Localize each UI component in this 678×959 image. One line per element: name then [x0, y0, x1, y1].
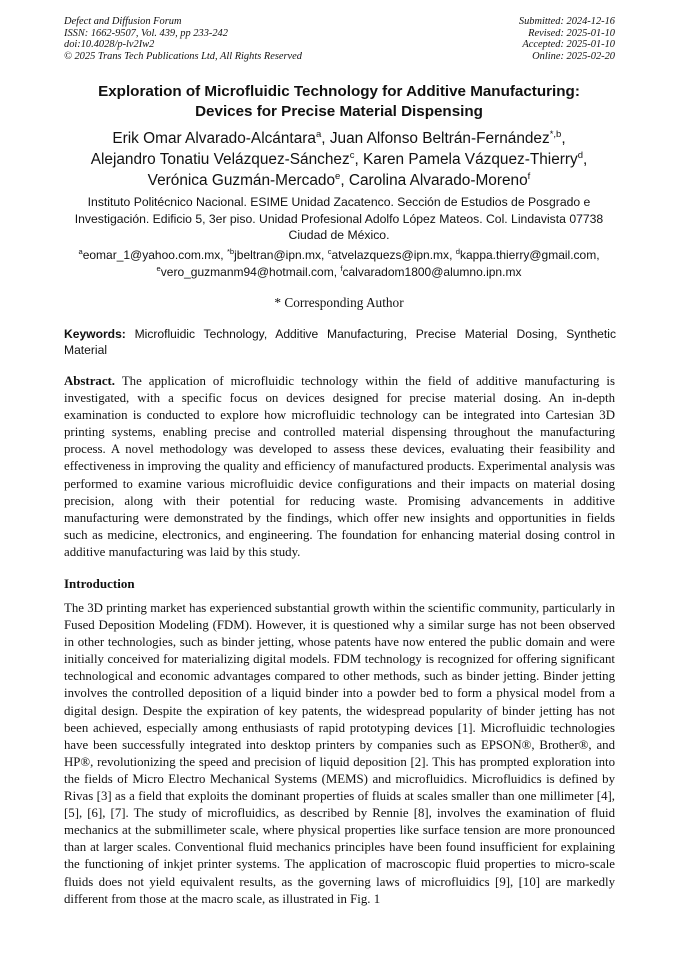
keywords — [64, 326, 616, 358]
publication-dates — [519, 16, 615, 62]
title-line-1: Exploration of Microfluidic Technology for Additive Manufacturing: — [98, 83, 580, 100]
author-separator: , — [354, 151, 363, 168]
email-address[interactable]: eomar_1@yahoo.com.mx — [82, 248, 221, 262]
submitted-date: Submitted: 2024-12-16 — [518, 16, 615, 27]
affiliation-line: Investigación. Edificio 5, 3er piso. Unidad Profesional Adolfo López Mateos. Col. Lindavista 07738 — [74, 211, 604, 226]
section-heading-introduction: Introduction — [64, 576, 135, 591]
corresponding-author-note: * Corresponding Author — [274, 295, 404, 310]
email-marker: c — [327, 247, 332, 256]
author-affil-marker: e — [335, 170, 341, 182]
author-name: Erik Omar Alvarado-Alcántara — [112, 130, 316, 147]
affiliation-line: Ciudad de México. — [288, 228, 390, 243]
author-affil-marker: c — [349, 149, 355, 161]
author-affil-marker: *,b — [549, 128, 562, 140]
email-address[interactable]: kappa.thierry@gmail.com — [459, 248, 597, 262]
doi: doi:10.4028/p-lv2Iw2 — [64, 39, 155, 51]
email-separator: , — [596, 248, 600, 262]
author-affil-marker: d — [577, 149, 584, 161]
email-marker: e — [156, 263, 161, 273]
email-separator: , — [321, 248, 328, 262]
email-address[interactable]: atvelazquezs@ipn.mx — [331, 248, 450, 262]
email-separator: , — [333, 264, 341, 279]
journal-header — [64, 16, 302, 62]
author-line-3 — [40, 170, 638, 191]
title-line-2: Devices for Precise Material Dispensing — [195, 103, 483, 120]
author-name: Karen Pamela Vázquez-Thierry — [363, 151, 578, 168]
affiliation — [55, 194, 623, 244]
author-name: Juan Alfonso Beltrán-Fernández — [329, 130, 550, 147]
email-marker: f — [340, 263, 343, 273]
author-separator: , — [340, 172, 349, 189]
journal-name: Defect and Diffusion Forum — [64, 16, 182, 27]
email-address[interactable]: vero_guzmanm94@hotmail.com — [160, 264, 334, 279]
email-list — [48, 247, 630, 280]
author-separator: , — [321, 130, 330, 147]
author-name: Carolina Alvarado-Moreno — [348, 172, 528, 189]
revised-date: Revised: 2025-01-10 — [528, 27, 615, 39]
email-line-2 — [48, 264, 630, 281]
author-line-2 — [40, 149, 638, 170]
keywords-text: Microfluidic Technology, Additive Manufacturing, Precise Material Dosing, Synthetic Material — [64, 327, 616, 357]
affiliation-line: Instituto Politécnico Nacional. ESIME Unidad Zacatenco. Sección de Estudios de Posgrado e — [87, 195, 591, 209]
introduction-body — [64, 600, 615, 908]
author-separator: , — [583, 151, 588, 168]
author-separator: , — [561, 130, 566, 147]
email-marker: d — [455, 247, 460, 256]
author-name: Alejandro Tonatiu Velázquez-Sánchez — [90, 151, 350, 168]
author-line-1 — [40, 128, 638, 149]
email-address[interactable]: jbeltran@ipn.mx — [234, 248, 322, 262]
abstract-text: The application of microfluidic technology within the field of additive manufacturing is investigated, with a specific focus on devices designed for precise material dosing. An in-depth examination is conducted to explore how microfluidic technology can be integrated into Cartesian 3D printing systems, enabling precise and controlled material dispensing throughout the manufacturing process. A novel methodology was developed to assess these devices, evaluating their feasibility and effectiveness in improving the quality and efficiency of manufactured products. Experimental analysis was performed to examine various microfluidic device configurations and their impacts on material dosing precision, along with their potential for reducing waste. Promising advancements in additive manufacturing were demonstrated by the findings, which offer new insights and opportunities in fields such as medicine, electronics, and engineering. The foundation for enhancing material dosing control in additive manufacturing was laid by this study. — [64, 374, 615, 559]
email-address[interactable]: calvaradom1800@alumno.ipn.mx — [342, 264, 522, 279]
email-line-1 — [48, 247, 630, 264]
accepted-date: Accepted: 2025-01-10 — [522, 39, 615, 51]
paper-title — [40, 82, 638, 122]
author-affil-marker: f — [527, 170, 531, 182]
email-separator: , — [449, 248, 456, 262]
author-affil-marker: a — [315, 128, 322, 140]
introduction-paragraph: The 3D printing market has experienced substantial growth within the scientific community, particularly in Fused Deposition Modeling (FDM). However, it is questioned why a similar surge has not been observed in other technologies, such as binder jetting, whose patents have now entered the public domain and were initially conceived for materializing digital models. FDM technology is recognized for offering significant technological and economic advantages compared to other methods, such as binder jetting. Binder jetting involves the controlled deposition of a liquid binder into a powder bed to form a physical model from a digital design. Despite the expiration of key patents, the widespread popularity of binder jetting has not been achieved, especially among enthusiasts of rapid prototyping devices [1]. Microfluidic technologies have been successfully integrated into desktop printers by companies such as EPSON®, Brother®, and HP®, revolutionizing the speed and precision of liquid deposition [2]. This has prompted exploration into the fields of Micro Electro Mechanical Systems (MEMS) and microfluidics. Microfluidics is defined by Rivas [3] as a field that exploits the dominant properties of fluids at scales smaller than one millimeter [4], [5], [6], [7]. The study of microfluidics, as described by Rennie [8], involves the examination of fluid mechanics at the submillimeter scale, where physical properties like surface tension are more pronounced than at larger scales. Conventional fluid mechanics principles have been found insufficient for explaining the functioning of inkjet printer systems. The application of macroscopic fluid properties to micro-scale fluids does not yield equivalent results, as the governing laws of microfluidics [9], [10] are markedly different from those at the macro scale, as illustrated in Fig. 1 — [64, 601, 615, 906]
online-date: Online: 2025-02-20 — [532, 50, 615, 62]
copyright: © 2025 Trans Tech Publications Ltd, All Rights Reserved — [64, 50, 302, 62]
author-list — [40, 128, 638, 191]
author-name: Verónica Guzmán-Mercado — [147, 172, 336, 189]
abstract-label: Abstract. — [64, 374, 116, 388]
email-marker: *b — [226, 247, 235, 256]
abstract — [64, 373, 615, 561]
keywords-label: Keywords: — [64, 327, 126, 341]
email-separator: , — [220, 248, 227, 262]
issn: ISSN: 1662-9507, Vol. 439, pp 233-242 — [64, 27, 228, 39]
email-marker: a — [78, 247, 83, 256]
